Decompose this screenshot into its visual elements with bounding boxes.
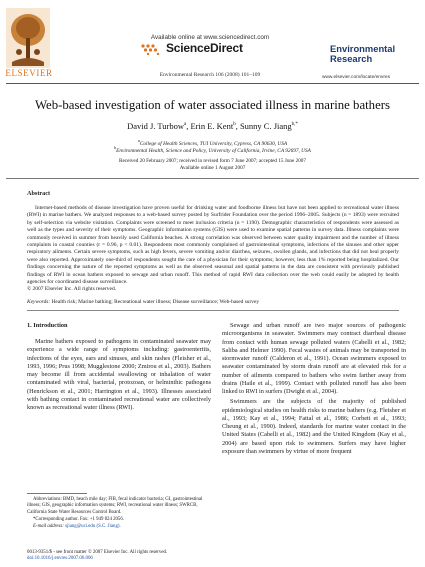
journal-url-link[interactable]: www.elsevier.com/locate/envres: [322, 75, 390, 80]
paper-title: Web-based investigation of water associated illness in marine bathers: [34, 98, 391, 112]
available-online-date: Available online 1 August 2007: [179, 165, 246, 171]
journal-title: [330, 44, 424, 64]
email-link[interactable]: sjiang@uci.edu (S.C. Jiang).: [65, 524, 121, 530]
affiliation-marker: b: [233, 122, 236, 128]
journal-title-line2: Research: [330, 53, 373, 64]
corresponding-author-footnote: *Corresponding author. Fax: +1 949 824 2056.: [33, 516, 124, 522]
sciencedirect-wordmark: ScienceDirect: [166, 41, 243, 55]
abstract-divider: [27, 310, 399, 311]
footnote-divider: [27, 493, 87, 494]
affiliation-text: College of Health Sciences, TUI University, Cypress, CA 90630, USA: [139, 140, 288, 147]
affiliation-2: [6, 145, 419, 154]
keywords-list: Health risk; Marine bathing; Recreational water illness; Disease surveillance; Web-based survey: [51, 299, 260, 305]
doi-link[interactable]: doi:10.1016/j.envres.2007.06.006: [27, 556, 93, 562]
abstract-text: [27, 205, 399, 294]
header-divider: [6, 83, 419, 84]
sciencedirect-dots-icon: [140, 43, 164, 55]
column-2-text: [222, 322, 406, 458]
affiliation-text: Environmental Health, Science and Policy, University of California, Irvine, CA 92697, USA: [116, 147, 311, 154]
email-footnote: [27, 524, 211, 530]
column-1-paragraph: Marine bathers exposed to pathogens in contaminated seawater may experience a wide range of symptoms including: gastroenteritis, infections of the eyes, ears and sinuses, and skin rashes (Fleisher et al., 1993, 1996; Prus 1998; Mugglestone 2000; Zmirou et al., 2003). Bathers may become ill from accidental swallowing or inhalation of water contaminated with viral, bacterial, protozoan, or helminthic pathogens (Henrickson et al., 2001; Harrington et al., 1993). Illnesses associated with bathing contact in contaminated recreational water are collectively known as recreational water illness (RWI).: [27, 338, 211, 411]
issn-doi: [27, 550, 227, 563]
sciencedirect-logo[interactable]: [140, 41, 280, 57]
email-label: E-mail address:: [33, 524, 64, 530]
author-name: , Sunny C. Jiang: [235, 121, 292, 131]
footnotes: [27, 497, 211, 531]
affiliation-marker: a: [137, 138, 140, 143]
elsevier-tree-logo: [6, 8, 50, 74]
received-dates: Received 20 February 2007; received in revised form 7 June 2007; accepted 15 June 2007: [119, 158, 306, 164]
journal-title-line1: Environmental: [330, 43, 396, 54]
section-heading: 1. Introduction: [27, 322, 68, 329]
affiliation-marker: b,*: [291, 122, 298, 128]
author-list: [6, 121, 419, 131]
abstract-paragraph: Internet-based methods of disease investigation have proven useful for drinking water and foodborne illness but have not been applied to recreational water illness (RWI) in marine bathers. We analyzed responses to a web-based survey posted by Surfrider Foundation over the period 1996–2005. Subjects (n = 1893) were recruited by self-selection via website visitation. Complaints were screened to meet inclusion criteria (n = 1190). Demographic characteristics of respondents were assessed as well as the types and severity of their symptoms. Geographic information systems (GIS) were used to examine spatial patterns in survey data. Illness complaints were commonly received in summer from heavily used California beaches. A strong correlation was observed between water quality impairment and the number of illness complaints in coastal counties (r = 0.96, p < 0.01). Respondents most commonly complained of gastrointestinal symptoms, infections of the sinuses and other upper respiratory ailments. Certain severe symptoms, such as high fevers, severe vomiting and/or diarrhea, seizures, swollen glands, and infections that did not heal properly were also reported. Approximately one-third of respondents sought the care of a physician for their symptoms; however, less than 1% reported being hospitalized. Our findings concerning the nature of the reported symptoms as well as the observed seasonal and spatial patterns in the data are consistent with previously published findings of RWI in ocean bathers exposed to sewage and urban runoff. This method of rapid RWI data collection over the web could easily be adopted by health agencies for coordinated disease surveillance.: [27, 205, 399, 286]
abbreviations-footnote: Abbreviations: BMD, beach mile day; FIB, fecal indicator bacteria; GI, gastrointestinal illness; GIS, geographic information systems; RWI, recreational water illness; SWRCB, California State Water Resources Control Board.: [27, 497, 203, 515]
column-2-paragraph-2: Swimmers are the subjects of the majority of published epidemiological studies on health risks to marine bathers (e.g. Fleisher et al., 1993; Kay et al., 1994; Fattal et al., 1986; Corbett et al., 1993; Cheung et al., 1990). Indeed, standards for marine water contact in the United States (Cabelli et al., 1982) and the United Kingdom (Kay et al., 2004) are based upon risk to swimmers. Surfers may have higher exposure than swimmers by virtue of more frequent: [222, 398, 406, 455]
title-divider: [6, 178, 419, 179]
column-2-paragraph-1: Sewage and urban runoff are two major sources of pathogenic microorganisms in seawater. Swimmers may contract diarrheal disease from contact with human sewage polluted waters (Cabelli et al., 1982; Saliba and Helmer 1990). Fecal wastes of animals may be transported in stormwater runoff (Calderon et al., 1991). Ocean swimmers exposed to seawater contaminated by storm drain runoff are at elevated risk for a number of ailments compared to bathers who swim farther away from drains (Haile et al., 1999). Contact with polluted runoff has also been linked to RWI in surfers (Dwight et al., 2004).: [222, 322, 406, 395]
abstract-heading: Abstract: [27, 190, 51, 197]
issn-line: 0013-9351/$ - see front matter © 2007 Elsevier Inc. All rights reserved.: [27, 550, 168, 555]
keywords-label: Keywords:: [27, 299, 51, 305]
author-name: , Erin E. Kent: [186, 121, 234, 131]
copyright-notice: © 2007 Elsevier Inc. All rights reserved.: [27, 286, 117, 293]
affiliation-marker: b: [114, 145, 117, 150]
author-name: David J. Turbow: [127, 121, 184, 131]
publisher-name: ELSEVIER: [5, 68, 53, 78]
affiliation-marker: a: [183, 122, 187, 128]
available-online-text[interactable]: Available online at www.sciencedirect.com: [150, 34, 270, 41]
journal-reference: Environmental Research 106 (2008) 101–109: [159, 72, 261, 78]
keywords: [27, 299, 399, 305]
